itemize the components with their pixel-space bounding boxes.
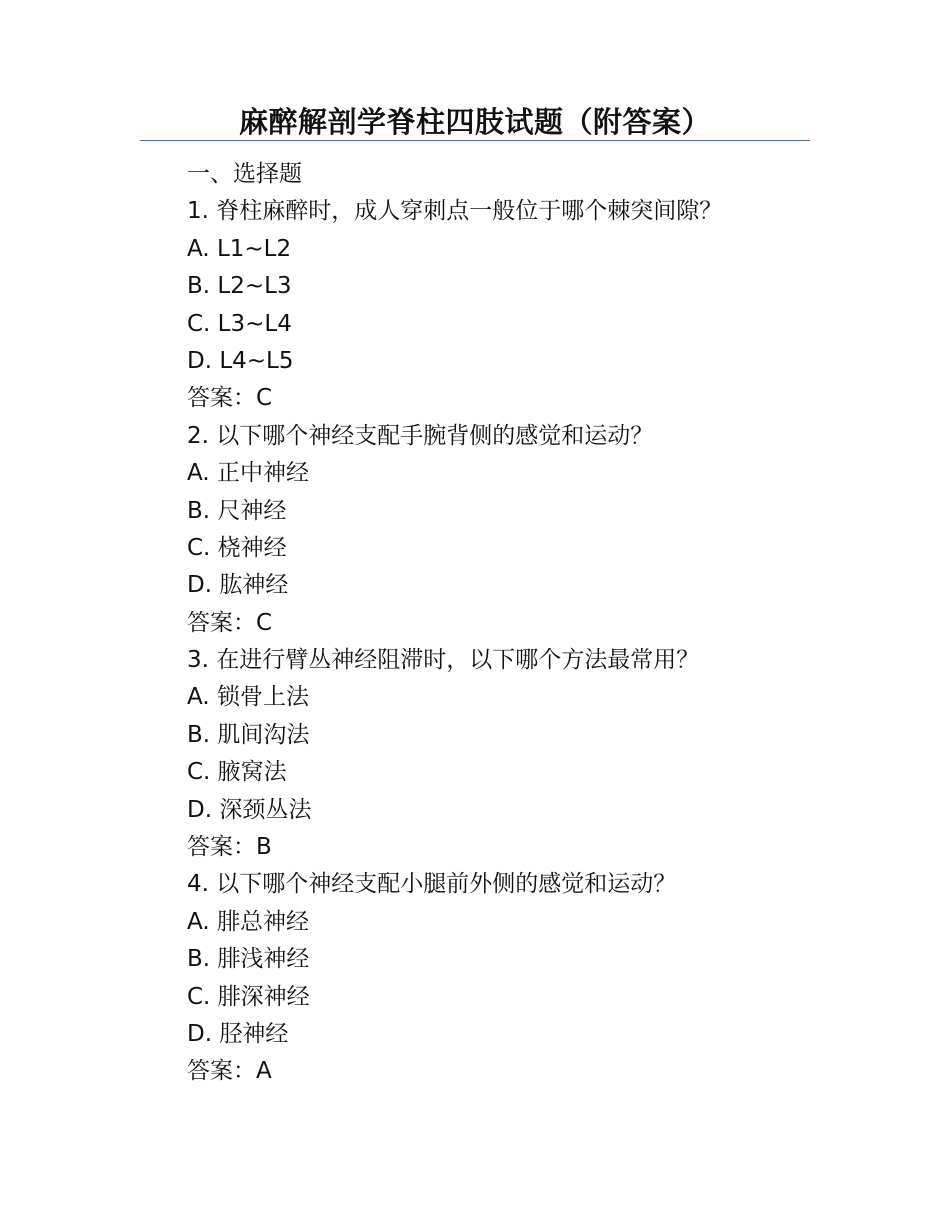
title-underline xyxy=(140,140,810,141)
option-b: B. 尺神经 xyxy=(187,497,287,524)
question-stem: 3. 在进行臂丛神经阻滞时，以下哪个方法最常用？ xyxy=(187,647,700,674)
option-b: B. 肌间沟法 xyxy=(187,721,310,748)
question-1 xyxy=(187,193,807,417)
answer: 答案：C xyxy=(187,609,273,636)
answer: 答案：C xyxy=(187,385,273,412)
document-title: 麻醉解剖学脊柱四肢试题（附答案） xyxy=(238,105,711,139)
option-d: D. 胫神经 xyxy=(187,1020,289,1047)
question-3 xyxy=(187,642,807,866)
answer: 答案：A xyxy=(187,1058,272,1085)
document-body xyxy=(187,156,807,1091)
option-a: A. 锁骨上法 xyxy=(187,684,309,711)
option-d: D. 深颈丛法 xyxy=(187,796,312,823)
option-c: C. 桡神经 xyxy=(187,534,287,561)
option-a: A. 正中神经 xyxy=(187,460,309,487)
option-c: C. 腓深神经 xyxy=(187,983,310,1010)
answer: 答案：B xyxy=(187,834,272,861)
question-4 xyxy=(187,866,807,1090)
question-stem: 4. 以下哪个神经支配小腿前外侧的感觉和运动？ xyxy=(187,871,677,898)
section-heading: 一、选择题 xyxy=(187,161,302,187)
option-d: D. L4~L5 xyxy=(187,347,294,374)
option-c: C. 腋窝法 xyxy=(187,759,287,786)
option-a: A. 腓总神经 xyxy=(187,908,309,935)
option-c: C. L3~L4 xyxy=(187,310,292,337)
option-b: B. 腓浅神经 xyxy=(187,946,310,973)
question-2 xyxy=(187,418,807,642)
option-d: D. 肱神经 xyxy=(187,572,289,599)
question-stem: 2. 以下哪个神经支配手腕背侧的感觉和运动？ xyxy=(187,422,654,449)
question-stem: 1. 脊柱麻醉时，成人穿刺点一般位于哪个棘突间隙？ xyxy=(187,198,723,225)
option-a: A. L1~L2 xyxy=(187,235,292,262)
option-b: B. L2~L3 xyxy=(187,273,292,300)
